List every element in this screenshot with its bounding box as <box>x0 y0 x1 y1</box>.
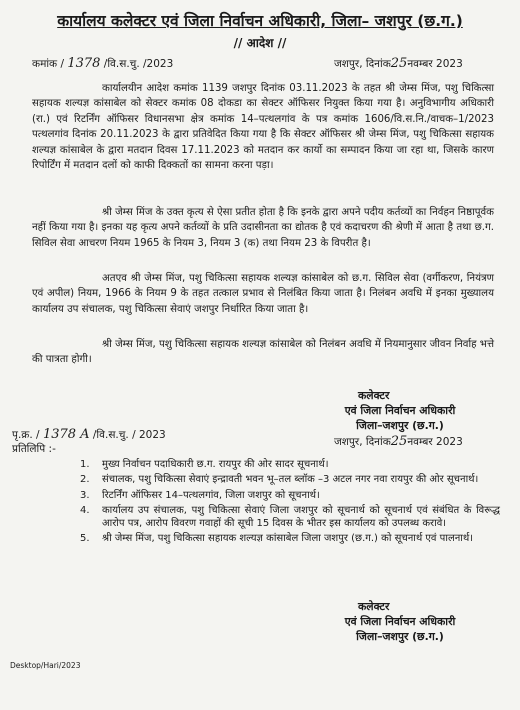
office-title: कार्यालय कलेक्टर एवं जिला निर्वाचन अधिकारी, जिला– जशपुर (छ.ग.) <box>57 12 463 30</box>
copy-ref-suffix: /वि.स.चु. / 2023 <box>92 429 166 441</box>
list-item <box>30 532 500 545</box>
signature-block-2 <box>300 599 500 644</box>
item-number: 1. <box>80 459 90 470</box>
item-text: श्री जेम्स मिंज, पशु चिकित्सा सहायक शल्यज्ञ कांसाबेल जिला जशपुर (छ.ग.) को सूचनार्थ एवं पालनार्थ। <box>102 533 474 545</box>
paragraph-1-text: कार्यालयीन आदेश कमांक 1139 जशपुर दिनांक 03.11.2023 के तहत श्री जेम्स मिंज, पशु चिकित्सा सहायक शल्यज्ञ कांसाबेल को सेक्टर कमांक 08 दोकडा का सेक्टर ऑफिसर नियुक्त किया गया है। अनुविभागीय अधिकारी (रा.) एवं रिटर्निंग ऑफिसर विधानसभा क्षेत्र कमांक 14–पत्थलगांव के पत्र कमांक 1606/वि.स.नि./वाचक–1/2023 पत्थलगांव दिनांक 20.11.2023 के द्वारा प्रतिवेदित किया गया है कि सेक्टर ऑफिसर श्री जेम्स मिंज, पशु चिकित्सा सहायक शल्यज्ञ कांसाबेल के द्वारा मतदान दिवस 17.11.2023 को मतदान कर कार्यो का सम्पादन किया जा रहा था, जिसके कारण रिपोर्टिंग में मतदान दलों को काफी दिक्कतों का सामना करना पड़ा। <box>32 83 494 172</box>
sig-date-day: 25 <box>390 434 408 449</box>
ref-number: 1378 <box>67 56 101 71</box>
file-path-footer: Desktop/Hari/2023 <box>10 661 81 670</box>
date-day: 25 <box>390 56 408 71</box>
paragraph-2 <box>32 205 494 251</box>
signature-block-1 <box>300 388 500 433</box>
item-text: कार्यालय उप संचालक, पशु चिकित्सा सेवाएं जिला जशपुर को सूचनार्थ को सूचनार्थ एवं संबंधित के विरूद्ध आरोप पत्र, आरोप विवरण गवाहों की सूची 15 दिवस के भीतर इस कार्यालय को उपलब्ध करावे। <box>102 504 500 530</box>
paragraph-4 <box>32 337 494 368</box>
item-text: संचालक, पशु चिकित्सा सेवाएं इन्द्रावती भवन भू–तल ब्लॉक –3 अटल नगर नवा रायपुर की ओर सूचनार्थ। <box>102 474 479 486</box>
paragraph-1 <box>32 81 494 173</box>
copy-label: प्रतिलिपि :- <box>12 443 56 455</box>
order-reference <box>32 56 173 71</box>
signature-title: कलेक्टर <box>358 600 390 613</box>
copy-reference <box>12 427 166 442</box>
paragraph-4-text: श्री जेम्स मिंज, पशु चिकित्सा सहायक शल्यज्ञ कांसाबेल को निलंबन अवधि में नियमानुसार जीवन निर्वाह भत्ते की पात्रता होगी। <box>32 339 494 366</box>
list-item <box>30 489 500 502</box>
list-item <box>30 458 500 471</box>
paragraph-2-text: श्री जेम्स मिंज के उक्त कृत्य से ऐसा प्रतीत होता है कि इनके द्वारा अपने पदीय कर्तव्यों का निर्वहन निष्ठापूर्वक नहीं किया गया है। इनका यह कृत्य अपने कर्तव्यों के प्रति उदासीनता का द्योतक है एवं कदाचरण की श्रेणी में आता है तथा छ.ग. सिविल सेवा आचरण नियम 1965 के नियम 3, नियम 3 (क) तथा नियम 23 के विपरीत है। <box>32 207 494 249</box>
signature-designation: एवं जिला निर्वाचन अधिकारी <box>344 404 456 417</box>
signature-designation: एवं जिला निर्वाचन अधिकारी <box>344 615 456 628</box>
copy-list <box>30 458 500 548</box>
item-number: 3. <box>80 489 90 501</box>
copy-ref-prefix: पृ.क्र. / <box>12 429 40 441</box>
list-item <box>30 504 500 531</box>
ref-prefix: कमांक / <box>32 58 65 70</box>
item-number: 2. <box>80 474 90 486</box>
paragraph-3-text: अतएव श्री जेम्स मिंज, पशु चिकित्सा सहायक शल्यज्ञ कांसाबेल को छ.ग. सिविल सेवा (वर्गीकरण, नियंत्रण एवं अपील) नियम, 1966 के नियम 9 के तहत तत्काल प्रभाव से निलंबित किया जाता है। निलंबन अवधि में इनका मुख्यालय कार्यालय उप संचालक, पशु चिकित्सा सेवाएं जशपुर निर्धारित किया जाता है। <box>32 273 494 315</box>
ref-suffix: /वि.स.चु. /2023 <box>103 58 174 70</box>
item-text: रिटर्निंग ऑफिसर 14–पत्थलगांव, जिला जशपुर को सूचनार्थ। <box>102 489 320 501</box>
item-number: 5. <box>80 533 90 545</box>
signature-district: जिला–जशपुर (छ.ग.) <box>356 630 444 643</box>
signature-title: कलेक्टर <box>358 389 390 402</box>
order-date <box>334 56 463 71</box>
signature-district: जिला–जशपुर (छ.ग.) <box>356 419 444 432</box>
paragraph-3 <box>32 271 494 317</box>
list-item <box>30 473 500 486</box>
item-text: मुख्य निर्वाचन पदाधिकारी छ.ग. रायपुर की ओर सादर सूचनार्थ। <box>102 459 329 470</box>
date-suffix: नवम्बर 2023 <box>407 58 463 70</box>
sig-date-prefix: जशपुर, दिनांक <box>334 436 391 448</box>
date-prefix: जशपुर, दिनांक <box>334 58 391 70</box>
sig-date-suffix: नवम्बर 2023 <box>407 436 463 448</box>
order-heading: // आदेश // <box>233 36 287 50</box>
copy-ref-number: 1378 A <box>42 427 90 442</box>
signature-date <box>334 434 463 449</box>
item-number: 4. <box>80 504 90 516</box>
